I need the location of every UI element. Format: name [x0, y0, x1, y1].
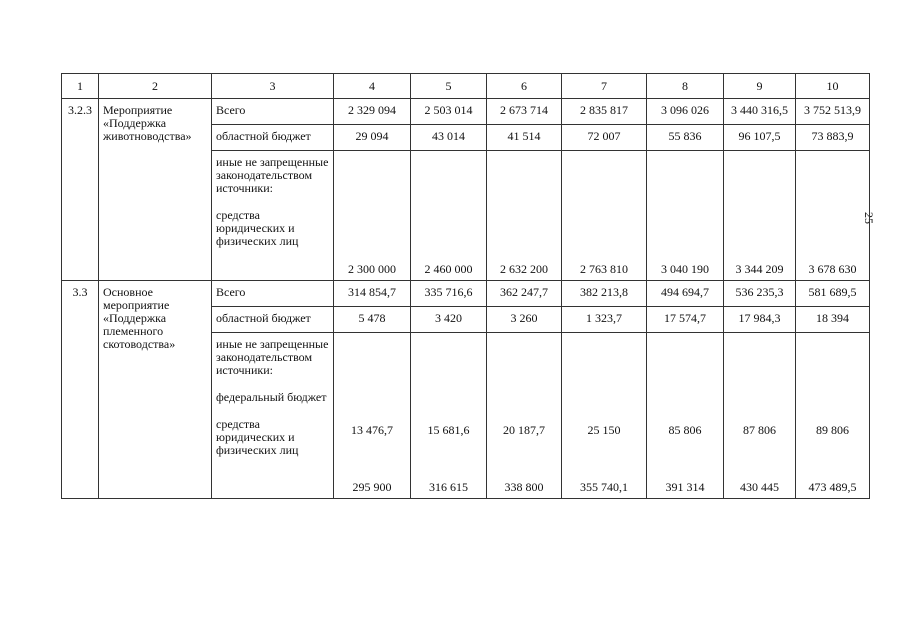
value-cell: 2 835 817 [562, 99, 647, 125]
header-cell: 10 [796, 74, 870, 99]
header-cell: 8 [647, 74, 724, 99]
value-cell: 73 883,9 [796, 125, 870, 151]
value-cell: 2 460 000 [411, 151, 487, 281]
federal-value: 15 681,6 [427, 423, 470, 437]
value-cell: 3 678 630 [796, 151, 870, 281]
row-code: 3.2.3 [62, 99, 99, 281]
header-cell: 4 [334, 74, 411, 99]
value-cell: 2 673 714 [487, 99, 562, 125]
value-cell: 335 716,6 [411, 281, 487, 307]
value-cell: 2 503 014 [411, 99, 487, 125]
value-cell: 2 300 000 [334, 151, 411, 281]
legal-value: 473 489,5 [808, 480, 857, 494]
header-cell: 5 [411, 74, 487, 99]
header-cell: 9 [724, 74, 796, 99]
row-name: Мероприятие «Поддержка животноводства» [99, 99, 212, 281]
federal-value: 13 476,7 [351, 423, 393, 437]
value-cell: 29 094 [334, 125, 411, 151]
value-cell: 314 854,7 [334, 281, 411, 307]
value-cell: 5 478 [334, 307, 411, 333]
source-label [212, 333, 334, 499]
row-name: Основное мероприятие «Поддержка племенного скотоводства» [99, 281, 212, 499]
value-cell: 2 632 200 [487, 151, 562, 281]
subsource-label: средства юридических и физических лиц [216, 417, 299, 457]
value-cell: 3 440 316,5 [724, 99, 796, 125]
value-cell [647, 333, 724, 499]
federal-value: 85 806 [668, 423, 702, 437]
federal-value: 20 187,7 [503, 423, 545, 437]
value-cell [487, 333, 562, 499]
header-cell: 1 [62, 74, 99, 99]
value-cell [562, 333, 647, 499]
value-cell: 536 235,3 [724, 281, 796, 307]
value-cell: 55 836 [647, 125, 724, 151]
value-cell: 3 344 209 [724, 151, 796, 281]
legal-value: 391 314 [665, 480, 705, 494]
value-cell: 494 694,7 [647, 281, 724, 307]
header-cell: 6 [487, 74, 562, 99]
value-cell [411, 333, 487, 499]
value-cell: 17 574,7 [647, 307, 724, 333]
value-cell [334, 333, 411, 499]
source-label: областной бюджет [212, 307, 334, 333]
value-cell: 41 514 [487, 125, 562, 151]
federal-value: 25 150 [587, 423, 621, 437]
value-cell: 3 752 513,9 [796, 99, 870, 125]
value-cell: 17 984,3 [724, 307, 796, 333]
value-cell: 2 329 094 [334, 99, 411, 125]
legal-value: 295 900 [352, 480, 392, 494]
table-row [62, 99, 870, 125]
value-cell: 43 014 [411, 125, 487, 151]
legal-value: 338 800 [504, 480, 544, 494]
budget-table [61, 73, 870, 499]
legal-value: 430 445 [740, 480, 779, 494]
row-code: 3.3 [62, 281, 99, 499]
legal-value: 355 740,1 [580, 480, 628, 494]
source-label: Всего [212, 281, 334, 307]
value-cell: 96 107,5 [724, 125, 796, 151]
value-cell: 18 394 [796, 307, 870, 333]
other-sources-label: иные не запрещенные законодательством источники: [216, 337, 329, 377]
value-cell: 1 323,7 [562, 307, 647, 333]
source-label: Всего [212, 99, 334, 125]
value-cell: 3 096 026 [647, 99, 724, 125]
header-cell: 3 [212, 74, 334, 99]
federal-value: 89 806 [816, 423, 849, 437]
value-cell [796, 333, 870, 499]
header-cell: 2 [99, 74, 212, 99]
source-label: областной бюджет [212, 125, 334, 151]
value-cell: 72 007 [562, 125, 647, 151]
subsource-label: федеральный бюджет [216, 390, 327, 404]
value-cell: 3 260 [487, 307, 562, 333]
source-label [212, 151, 334, 281]
value-cell: 3 040 190 [647, 151, 724, 281]
page-number: 25 [862, 212, 876, 224]
value-cell: 362 247,7 [487, 281, 562, 307]
legal-value: 316 615 [429, 480, 468, 494]
value-cell: 382 213,8 [562, 281, 647, 307]
other-sources-label: иные не запрещенные законодательством источники: [216, 155, 329, 195]
federal-value: 87 806 [743, 423, 776, 437]
header-cell: 7 [562, 74, 647, 99]
table-row [62, 281, 870, 307]
subsource-label: средства юридических и физических лиц [216, 208, 299, 248]
value-cell: 2 763 810 [562, 151, 647, 281]
value-cell [724, 333, 796, 499]
value-cell: 581 689,5 [796, 281, 870, 307]
header-row [62, 74, 870, 99]
value-cell: 3 420 [411, 307, 487, 333]
